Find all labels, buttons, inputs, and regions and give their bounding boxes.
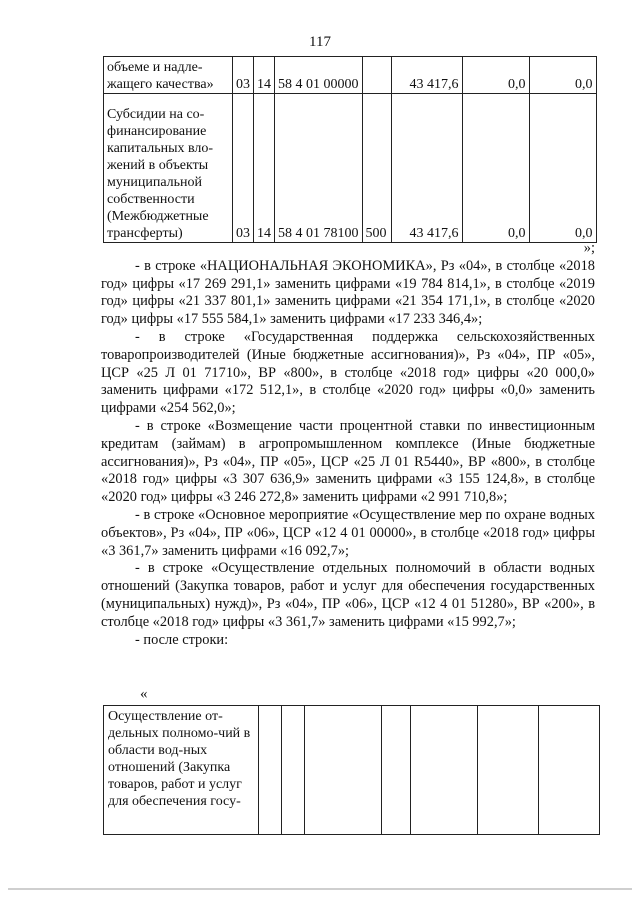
amendment-paragraph: - в строке «Основное мероприятие «Осуществление мер по охране водных объектов», Рз «04», ПР «06», ЦСР «12 4 01 00000», в столбце «2018 год» цифры «3 361,7» заменить цифрами «16 092,7»; xyxy=(101,506,595,559)
row-name-cell: Субсидии на со-финансирование капитальных вло-жений в объекты муниципальной собственности (Межбюджетные трансферты) xyxy=(104,94,233,243)
pr-cell: 14 xyxy=(254,94,275,243)
year-2018-cell: 43 417,6 xyxy=(391,94,462,243)
amendment-paragraph: - в строке «Государственная поддержка сельскохозяйственных товаропроизводителей (Иные бюджетные ассигнования)», Рз «04», ПР «05», ЦСР «25 Л 01 71710», ВР «800», в столбце «2018 год» цифры «20 000,0» заменить цифрами «172 512,1», в столбце «2020 год» цифры «0,0» заменить цифрами «254 562,0»; xyxy=(101,328,595,417)
csr-cell: 58 4 01 78100 xyxy=(275,94,363,243)
year-2019-cell: 0,0 xyxy=(462,94,529,243)
vr-cell xyxy=(382,706,411,835)
year-2018-cell xyxy=(411,706,478,835)
vr-cell: 500 xyxy=(362,94,391,243)
row-name-cell: Осуществление от-дельных полномо-чий в области вод-ных отношений (Закупка товаров, работ и услуг для обеспечения госу- xyxy=(104,706,259,835)
row-name-cell: объеме и надле-жащего качества» xyxy=(104,57,233,94)
budget-table xyxy=(103,56,597,243)
amendment-paragraph: - после строки: xyxy=(135,631,229,648)
amendment-paragraph: - в строке «Возмещение части процентной ставки по инвестиционным кредитам (займам) в агропромышленном комплексе (Иные бюджетные ассигнования)», Рз «04», ПР «05», ЦСР «25 Л 01 R5440», ВР «800», в столбце «2018 год» цифры «3 307 636,9» заменить цифрами «3 155 124,8», в столбце «2020 год» цифры «3 246 272,8» заменить цифрами «2 991 710,8»; xyxy=(101,417,595,506)
year-2018-cell: 43 417,6 xyxy=(391,57,462,94)
page-edge-line xyxy=(8,888,632,890)
rz-cell: 03 xyxy=(233,94,254,243)
table-row xyxy=(104,57,597,94)
page-number: 117 xyxy=(309,34,331,50)
year-2020-cell: 0,0 xyxy=(529,57,596,94)
vr-cell xyxy=(362,57,391,94)
opening-quote: « xyxy=(140,686,148,702)
table-row xyxy=(104,94,597,243)
year-2019-cell: 0,0 xyxy=(462,57,529,94)
inserted-row-table xyxy=(103,705,600,835)
rz-cell xyxy=(259,706,282,835)
year-2020-cell xyxy=(539,706,600,835)
closing-quote: »; xyxy=(583,240,595,256)
csr-cell xyxy=(305,706,382,835)
rz-cell: 03 xyxy=(233,57,254,94)
amendment-paragraph: - в строке «Осуществление отдельных полномочий в области водных отношений (Закупка товаров, работ и услуг для обеспечения государственных (муниципальных) нужд)», Рз «04», ПР «06», ЦСР «12 4 01 51280», ВР «200», в столбце «2018 год» цифры «3 361,7» заменить цифрами «15 992,7»; xyxy=(101,560,595,630)
table-row xyxy=(104,706,600,835)
year-2019-cell xyxy=(478,706,539,835)
year-2020-cell: 0,0 xyxy=(529,94,596,243)
amendment-paragraph: - в строке «НАЦИОНАЛЬНАЯ ЭКОНОМИКА», Рз «04», в столбце «2018 год» цифры «17 269 291,1» заменить цифрами «19 784 814,1», в столбце «2019 год» цифры «21 337 801,1» заменить цифрами «21 354 171,1», в столбце «2020 год» цифры «17 555 584,1» заменить цифрами «17 233 346,4»; xyxy=(101,257,595,328)
csr-cell: 58 4 01 00000 xyxy=(275,57,363,94)
pr-cell: 14 xyxy=(254,57,275,94)
pr-cell xyxy=(282,706,305,835)
amendment-text xyxy=(101,240,595,649)
